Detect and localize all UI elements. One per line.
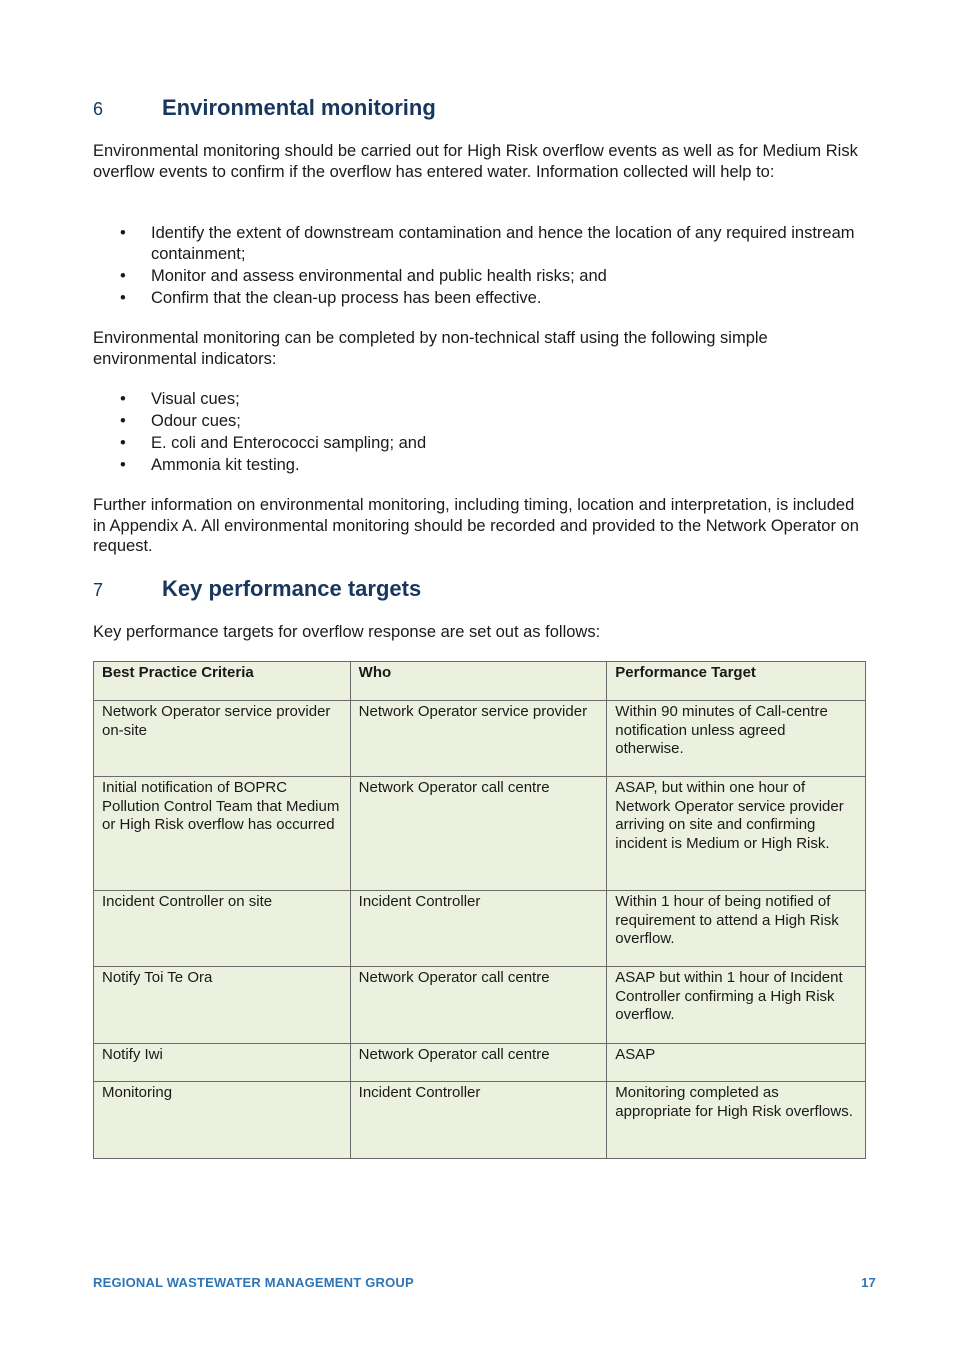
bullet-icon: • bbox=[120, 288, 126, 307]
section-6-para3: Further information on environmental monitoring, including timing, location and interpretation, is included in Appendix A. All environmental monitoring should be recorded and provided to the Network Operator on request. bbox=[93, 496, 859, 555]
table-cell: Network Operator call centre bbox=[350, 777, 607, 891]
table-cell: ASAP, but within one hour of Network Operator service provider arriving on site and confirming incident is Medium or High Risk. bbox=[607, 777, 866, 891]
column-header: Who bbox=[350, 662, 607, 701]
list-item bbox=[93, 266, 865, 287]
list-item bbox=[93, 455, 865, 476]
bullet-icon: • bbox=[120, 390, 126, 408]
section-6-para2: Environmental monitoring can be completed by non-technical staff using the following simple environmental indicators: bbox=[93, 329, 768, 368]
table-cell: Network Operator service provider on-site bbox=[94, 701, 351, 777]
monitoring-purpose-list bbox=[93, 223, 865, 310]
bullet-icon: • bbox=[120, 224, 126, 242]
table-header-row bbox=[94, 662, 866, 701]
table-cell: Initial notification of BOPRC Pollution Control Team that Medium or High Risk overflow has occurred bbox=[94, 777, 351, 891]
section-7-heading bbox=[93, 576, 421, 602]
table-row bbox=[94, 777, 866, 891]
list-item-text: Confirm that the clean-up process has been effective. bbox=[151, 288, 542, 307]
table-cell: Monitoring bbox=[94, 1082, 351, 1159]
list-item-text: E. coli and Enterococci sampling; and bbox=[151, 434, 427, 452]
table-cell: Incident Controller bbox=[350, 1082, 607, 1159]
table-row bbox=[94, 1082, 866, 1159]
list-item bbox=[93, 389, 865, 410]
section-number: 6 bbox=[93, 99, 104, 119]
list-item bbox=[93, 288, 865, 309]
table-cell: Within 1 hour of being notified of requirement to attend a High Risk overflow. bbox=[607, 891, 866, 967]
table-cell: Notify Toi Te Ora bbox=[94, 967, 351, 1044]
bullet-icon: • bbox=[120, 456, 126, 474]
list-item-text: Monitor and assess environmental and public health risks; and bbox=[151, 266, 607, 285]
list-item-text: Ammonia kit testing. bbox=[151, 456, 300, 474]
table-row bbox=[94, 1044, 866, 1082]
table-cell: ASAP bbox=[607, 1044, 866, 1082]
section-7-intro: Key performance targets for overflow response are set out as follows: bbox=[93, 623, 601, 641]
bullet-icon: • bbox=[120, 412, 126, 430]
table-cell: Network Operator call centre bbox=[350, 1044, 607, 1082]
list-item-text: Identify the extent of downstream contamination and hence the location of any required instream containment; bbox=[151, 224, 855, 263]
table-cell: ASAP but within 1 hour of Incident Controller confirming a High Risk overflow. bbox=[607, 967, 866, 1044]
indicators-list bbox=[93, 389, 865, 477]
list-item bbox=[93, 433, 865, 454]
list-item-text: Visual cues; bbox=[151, 390, 240, 408]
section-6-intro: Environmental monitoring should be carried out for High Risk overflow events as well as for Medium Risk overflow events to confirm if the overflow has entered water. Information collected will help to: bbox=[93, 142, 858, 181]
kpi-table bbox=[93, 661, 866, 1159]
table-row bbox=[94, 967, 866, 1044]
section-6-heading bbox=[93, 95, 436, 121]
column-header: Performance Target bbox=[607, 662, 866, 701]
bullet-icon: • bbox=[120, 266, 126, 285]
list-item-text: Odour cues; bbox=[151, 412, 241, 430]
table-cell: Incident Controller bbox=[350, 891, 607, 967]
table-cell: Notify Iwi bbox=[94, 1044, 351, 1082]
section-number: 7 bbox=[93, 580, 104, 600]
bullet-icon: • bbox=[120, 434, 126, 452]
table-cell: Network Operator service provider bbox=[350, 701, 607, 777]
list-item bbox=[93, 411, 865, 432]
table-cell: Within 90 minutes of Call-centre notification unless agreed otherwise. bbox=[607, 701, 866, 777]
section-title: Environmental monitoring bbox=[162, 95, 436, 120]
column-header: Best Practice Criteria bbox=[94, 662, 351, 701]
section-title: Key performance targets bbox=[162, 576, 422, 601]
table-row bbox=[94, 701, 866, 777]
table-row bbox=[94, 891, 866, 967]
table-cell: Network Operator call centre bbox=[350, 967, 607, 1044]
table-cell: Monitoring completed as appropriate for High Risk overflows. bbox=[607, 1082, 866, 1159]
page-number: 17 bbox=[861, 1275, 876, 1290]
list-item bbox=[93, 223, 865, 264]
footer-org-name: REGIONAL WASTEWATER MANAGEMENT GROUP bbox=[93, 1275, 414, 1290]
table-cell: Incident Controller on site bbox=[94, 891, 351, 967]
